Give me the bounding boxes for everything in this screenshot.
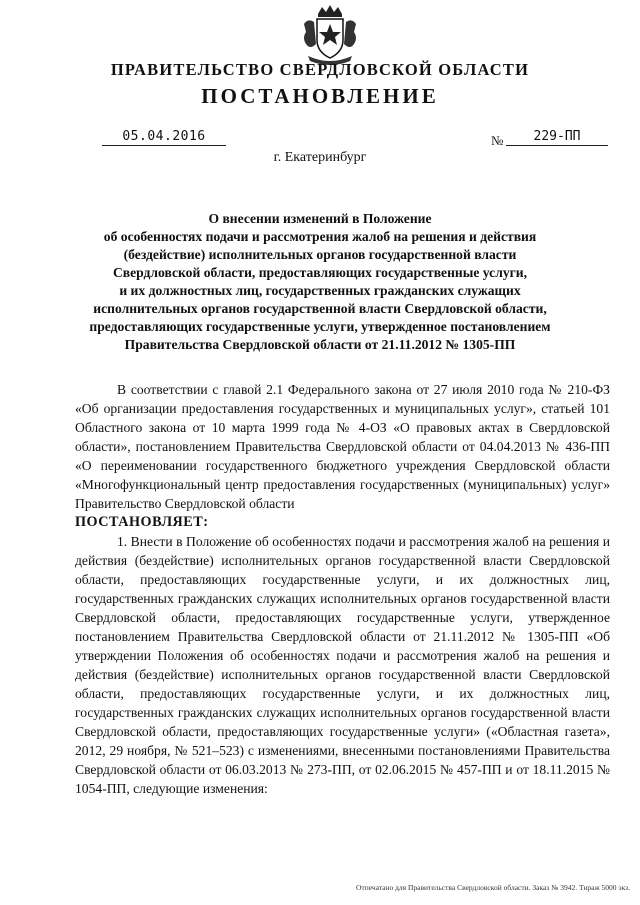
document-date: 05.04.2016 xyxy=(102,128,226,146)
preamble-paragraph: В соответствии с главой 2.1 Федерального закона от 27 июля 2010 года № 210-ФЗ «Об организации предоставления государственных и муниципальных услуг», статьей 101 Областного закона от 10 марта 1999 года № 4-ОЗ «О правовых актах в Свердловской области», постановлением Правительства Свердловской области от 04.04.2013 № 436-ПП «О переименовании государственного бюджетного учреждения Свердловской области «Многофункциональный центр предоставления государственных (муниципальных) услуг» Правительство Свердловской области xyxy=(75,382,610,511)
coat-of-arms-icon xyxy=(300,4,360,66)
organization-name: ПРАВИТЕЛЬСТВО СВЕРДЛОВСКОЙ ОБЛАСТИ xyxy=(110,60,530,79)
title-line: предоставляющих государственные услуги, утвержденное постановлением xyxy=(89,319,551,334)
decree-word: ПОСТАНОВЛЯЕТ: xyxy=(75,514,209,530)
document-type: ПОСТАНОВЛЕНИЕ xyxy=(201,84,439,108)
title-line: О внесении изменений в Положение xyxy=(208,211,432,226)
document-number: 229-ПП xyxy=(506,128,608,146)
document-city: г. Екатеринбург xyxy=(273,150,367,165)
document-body xyxy=(75,380,610,798)
title-line: об особенностях подачи и рассмотрения жалоб на решения и действия xyxy=(103,229,537,244)
print-imprint: Отпечатано для Правительства Свердловской области. Заказ № 3942. Тираж 5000 экз. xyxy=(356,883,630,892)
number-sign: № xyxy=(491,133,504,148)
title-line: исполнительных органов государственной власти Свердловской области, xyxy=(93,301,547,316)
title-line: и их должностных лиц, государственных гражданских служащих xyxy=(119,283,521,298)
title-line: (бездействие) исполнительных органов государственной власти xyxy=(123,247,517,262)
title-line: Свердловской области, предоставляющих государственные услуги, xyxy=(112,265,528,280)
title-line: Правительства Свердловской области от 21.11.2012 № 1305-ПП xyxy=(124,337,516,352)
item-1-paragraph: 1. Внести в Положение об особенностях подачи и рассмотрения жалоб на решения и действия (бездействие) исполнительных органов государственной власти Свердловской области, предоставляющих государственные услуги, и их должностных лиц, государственных гражданских служащих исполнительных органов государственной власти Свердловской области, предоставляющих государственные услуги, утвержденное постановлением Правительства Свердловской области от 21.11.2012 № 1305-ПП «Об утверждении Положения об особенностях подачи и рассмотрения жалоб на решения и действия (бездействие) исполнительных органов государственной власти Свердловской области, предоставляющих государственные услуги, и их должностных лиц, государственных гражданских служащих исполнительных органов государственной власти Свердловской области, предоставляющих государственные услуги» («Областная газета», 2012, 29 ноября, № 521–523) с изменениями, внесенными постановлениями Правительства Свердловской области от 06.03.2013 № 273-ПП, от 02.06.2015 № 457-ПП и от 18.11.2015 № 1054-ПП, следующие изменения: xyxy=(75,534,610,796)
document-title xyxy=(80,210,560,354)
